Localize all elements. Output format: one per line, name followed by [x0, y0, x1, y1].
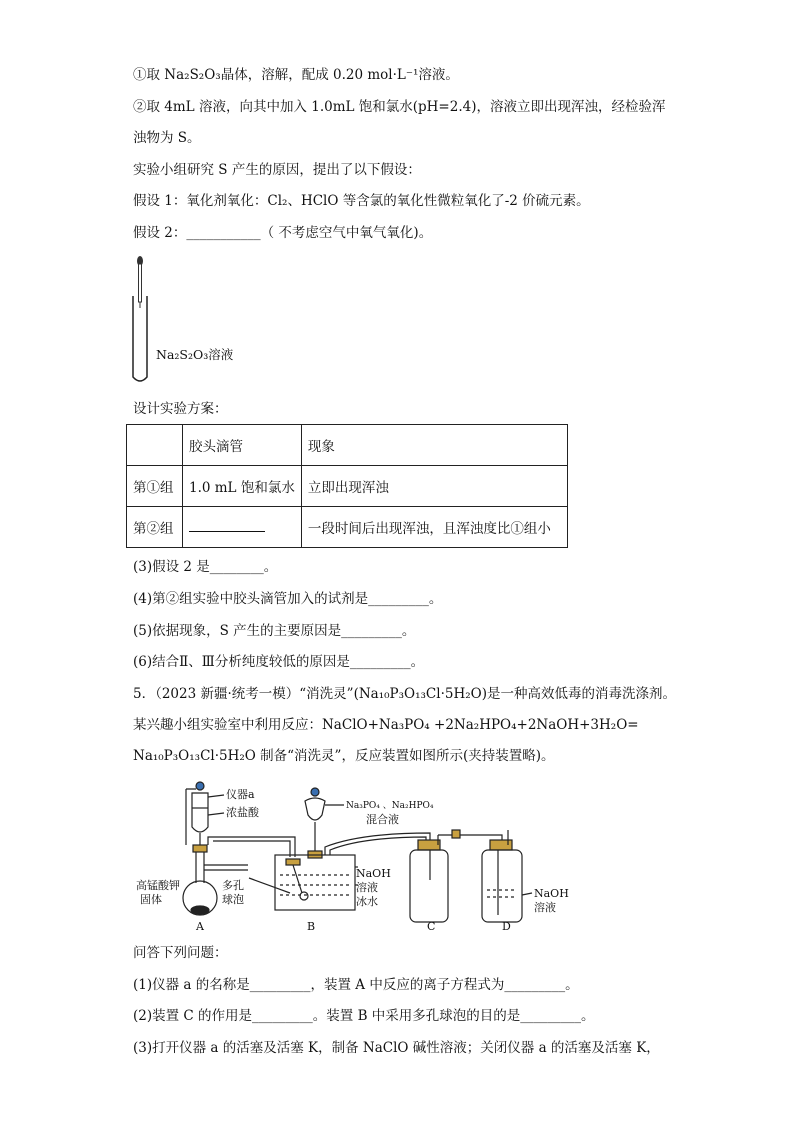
label-phosphate-mix: Na₃PO₄ 、Na₂HPO₄ [346, 801, 434, 811]
label-apparatus-b: B [307, 920, 316, 933]
answer-blank-cell [183, 507, 302, 548]
answer-question-3: (3)打开仪器 a 的活塞及活塞 K，制备 NaClO 碱性溶液；关闭仪器 a 的活塞及活塞 K， [133, 1040, 660, 1056]
label-apparatus-d: D [502, 920, 511, 933]
table-row [127, 466, 568, 507]
answer-prompt: 问答下列问题： [133, 945, 228, 961]
research-intro: 实验小组研究 S 产生的原因，提出了以下假设： [133, 162, 421, 178]
table-header-cell: 胶头滴管 [183, 425, 302, 466]
step-2-text-cont: 浊物为 S。 [133, 130, 201, 146]
table-header-row [127, 425, 568, 466]
label-naoh-d-solution: 溶液 [534, 901, 556, 914]
label-bubbler: 多孔 [222, 879, 244, 892]
apparatus-diagram [130, 775, 590, 935]
label-conc-hcl: 浓盐酸 [226, 806, 259, 819]
step-2-text: ②取 4mL 溶液，向其中加入 1.0mL 饱和氯水(pH=2.4)，溶液立即出现浑浊，经检验浑 [133, 99, 666, 115]
tube-label: Na₂S₂O₃溶液 [156, 347, 234, 362]
table-cell: 立即出现浑浊 [301, 466, 567, 507]
question-3: (3)假设 2 是________。 [133, 559, 278, 575]
label-naoh-d: NaOH [534, 887, 569, 900]
label-kmno4-solid: 固体 [140, 893, 162, 906]
label-naoh-b-solution: 溶液 [356, 881, 378, 894]
experiment-table [126, 424, 568, 548]
hypothesis-2: 假设 2：___________（ 不考虑空气中氧气氧化)。 [133, 225, 433, 241]
label-kmno4: 高锰酸钾 [136, 879, 180, 892]
step-1-text: ①取 Na₂S₂O₃晶体，溶解，配成 0.20 mol·L⁻¹溶液。 [133, 67, 459, 83]
table-header-cell: 现象 [301, 425, 567, 466]
hypothesis-1: 假设 1：氧化剂氧化：Cl₂、HClO 等含氯的氧化性微粒氧化了-2 价硫元素。 [133, 193, 590, 209]
answer-question-2: (2)装置 C 的作用是_________。装置 B 中采用多孔球泡的目的是_________。 [133, 1008, 595, 1024]
label-naoh-b: NaOH [356, 867, 391, 880]
test-tube-diagram [125, 252, 185, 387]
answer-blank[interactable] [189, 519, 265, 532]
table-cell: 第①组 [127, 466, 183, 507]
question-5: (5)依据现象，S 产生的主要原因是_________。 [133, 623, 416, 639]
label-instrument-a: 仪器a [226, 788, 255, 801]
table-cell: 1.0 mL 饱和氯水 [183, 466, 302, 507]
label-ice-water: 冰水 [356, 895, 378, 908]
table-cell: 第②组 [127, 507, 183, 548]
table-cell: 一段时间后出现浑浊，且浑浊度比①组小 [301, 507, 567, 548]
answer-question-1: (1)仪器 a 的名称是_________，装置 A 中反应的离子方程式为_________。 [133, 977, 579, 993]
problem-5-intro: 5．（2023 新疆·统考一模）“消洗灵”(Na₁₀P₃O₁₃Cl·5H₂O)是一种高效低毒的消毒洗涤剂。 [133, 686, 676, 702]
design-title: 设计实验方案： [133, 401, 228, 417]
label-mix-solution: 混合液 [366, 813, 399, 826]
problem-5-reaction: 某兴趣小组实验室中利用反应：NaClO+Na₃PO₄ +2Na₂HPO₄+2NaOH+3H₂O= [133, 717, 639, 733]
label-apparatus-a: A [196, 920, 204, 933]
label-apparatus-c: C [427, 920, 436, 933]
problem-5-reaction-cont: Na₁₀P₃O₁₃Cl·5H₂O 制备“消洗灵”，反应装置如图所示(夹持装置略)。 [133, 748, 555, 764]
table-row [127, 507, 568, 548]
question-6: (6)结合Ⅱ、Ⅲ分析纯度较低的原因是_________。 [133, 654, 425, 670]
label-bubbler-2: 球泡 [222, 893, 244, 906]
table-header-cell [127, 425, 183, 466]
question-4: (4)第②组实验中胶头滴管加入的试剂是_________。 [133, 591, 443, 607]
